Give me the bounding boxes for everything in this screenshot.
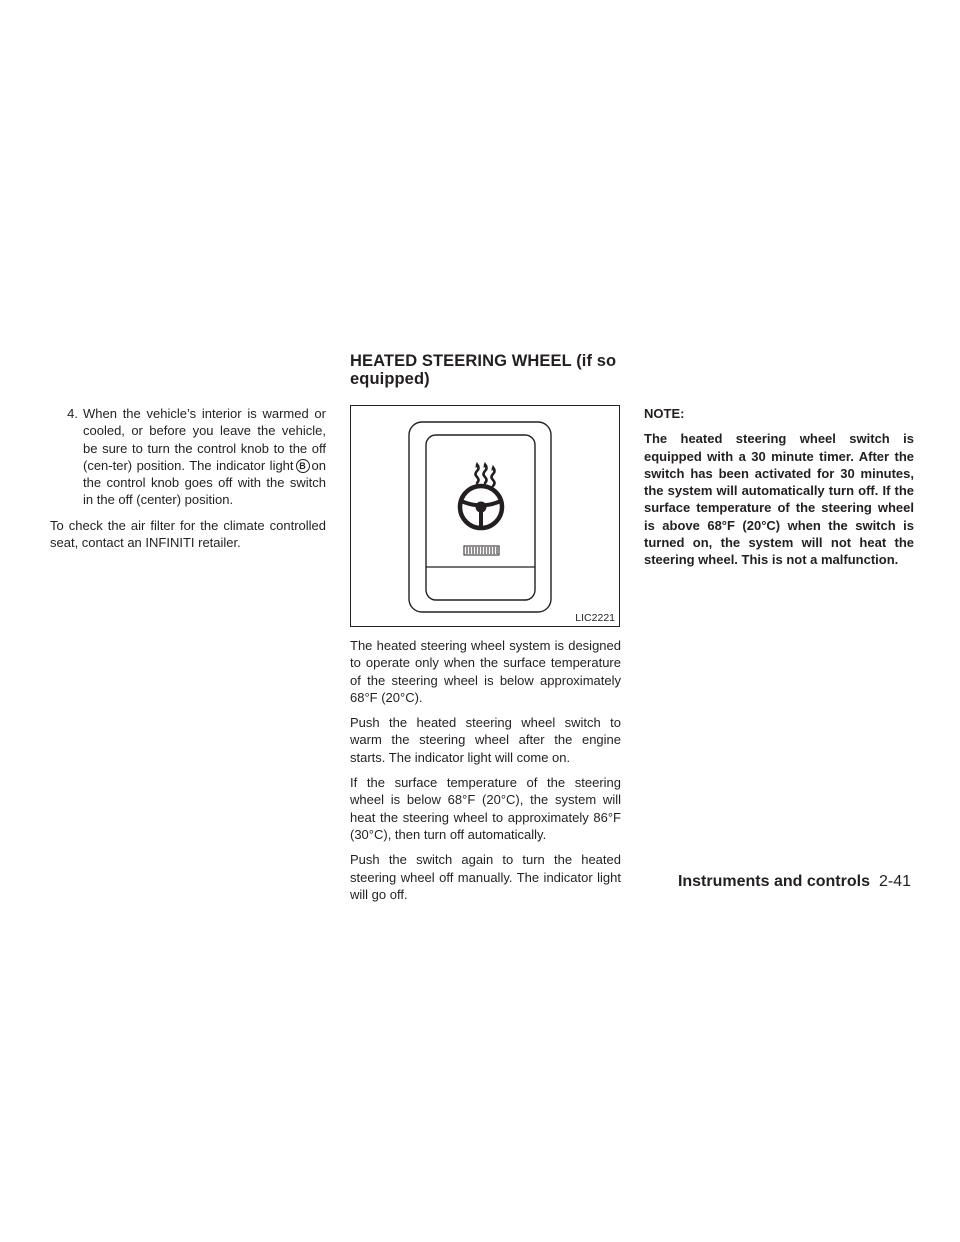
step-number: 4.	[67, 406, 78, 421]
paragraph-3: If the surface temperature of the steering wheel is below 68°F (20°C), the system will heat the steering wheel to approximately 86°F (30°C), then turn off automatically.	[350, 775, 621, 842]
step-text-after: on the control knob goes off with the switch in the off (center) position.	[83, 457, 326, 508]
figure-id: LIC2221	[575, 612, 615, 624]
middle-column	[350, 405, 621, 911]
note-title: NOTE:	[644, 406, 685, 421]
indicator-light	[464, 546, 499, 555]
page-number: 2-41	[878, 873, 911, 890]
step-text-before: When the vehicle’s interior is warmed or cooled, or before you leave the vehicle, be sure to turn the control knob to the off (cen-ter) position. The indicator light	[83, 406, 326, 473]
callout-b-icon: B	[296, 459, 310, 473]
left-column	[50, 405, 326, 559]
paragraph-1: The heated steering wheel system is designed to operate only when the surface temperature of the steering wheel is below approximately 68°F (20°C).	[350, 638, 621, 705]
footer-section-title: Instruments and controls	[677, 873, 870, 890]
air-filter-paragraph: To check the air filter for the climate controlled seat, contact an INFINITI retailer.	[50, 517, 326, 551]
section-heading: HEATED STEERING WHEEL (if so equipped)	[350, 352, 617, 388]
heated-steering-wheel-icon	[460, 463, 502, 528]
step-4	[50, 405, 326, 509]
switch-illustration	[350, 405, 620, 627]
paragraph-4: Push the switch again to turn the heated steering wheel off manually. The indicator light will go off.	[350, 852, 621, 902]
right-column	[644, 405, 914, 569]
note-text: The heated steering wheel switch is equipped with a 30 minute timer. After the switch has been activated for 30 minutes, the system will automatically turn off. If the surface temperature of the steering wheel is above 68°F (20°C) when the switch is turned on, the system will not heat the steering wheel. This is not a malfunction.	[644, 431, 914, 568]
paragraph-2: Push the heated steering wheel switch to warm the steering wheel after the engine starts. The indicator light will come on.	[350, 715, 621, 765]
page-footer	[678, 873, 911, 891]
step-text	[83, 405, 326, 509]
heated-steering-wheel-switch-drawing	[351, 406, 621, 628]
